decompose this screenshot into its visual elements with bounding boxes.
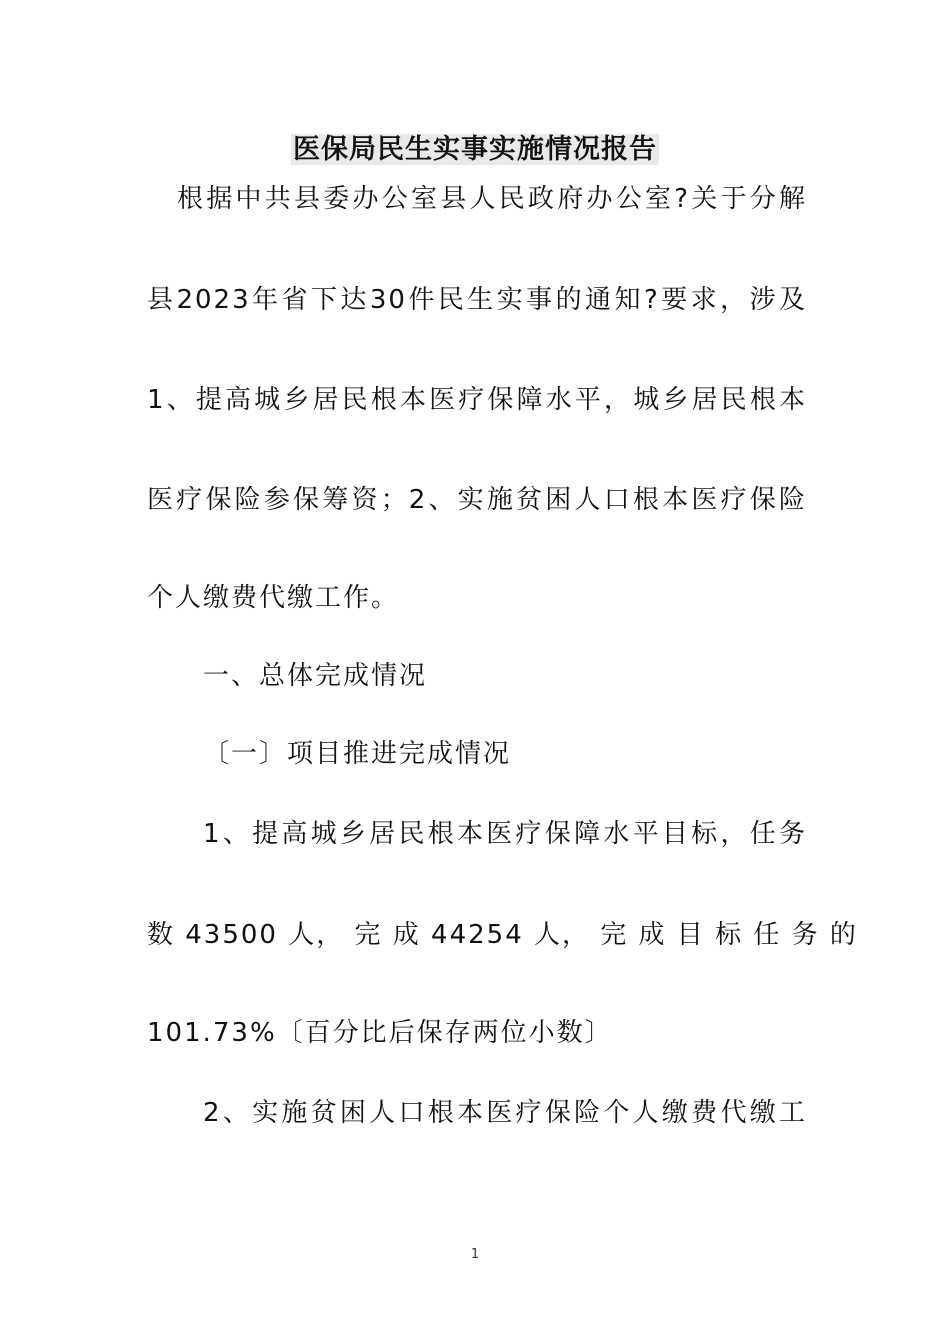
paragraph-line-8: 101.73%〔百分比后保存两位小数〕 xyxy=(147,1018,613,1048)
paragraph-line-7: 数 43500 人， 完 成 44254 人， 完 成 目 标 任 务 的 xyxy=(147,920,858,950)
paragraph-line-1: 根据中共县委办公室县人民政府办公室?关于分解 xyxy=(177,184,807,214)
paragraph-line-5: 个人缴费代缴工作。 xyxy=(147,583,400,613)
paragraph-line-6: 1、提高城乡居民根本医疗保障水平目标，任务 xyxy=(203,819,807,849)
document-title: 医保局民生实事实施情况报告 xyxy=(293,134,657,165)
document-title-block xyxy=(0,128,950,172)
subsection-heading: 〔一〕项目推进完成情况 xyxy=(203,739,512,769)
page-number: 1 xyxy=(470,1247,480,1262)
paragraph-line-9: 2、实施贫困人口根本医疗保险个人缴费代缴工 xyxy=(203,1098,807,1128)
paragraph-line-2: 县2023年省下达30件民生实事的通知?要求，涉及 xyxy=(147,285,807,315)
paragraph-line-3: 1、提高城乡居民根本医疗保障水平，城乡居民根本 xyxy=(147,385,807,415)
paragraph-line-4: 医疗保险参保筹资；2、实施贫困人口根本医疗保险 xyxy=(147,485,807,515)
section-heading: 一、总体完成情况 xyxy=(203,661,428,691)
